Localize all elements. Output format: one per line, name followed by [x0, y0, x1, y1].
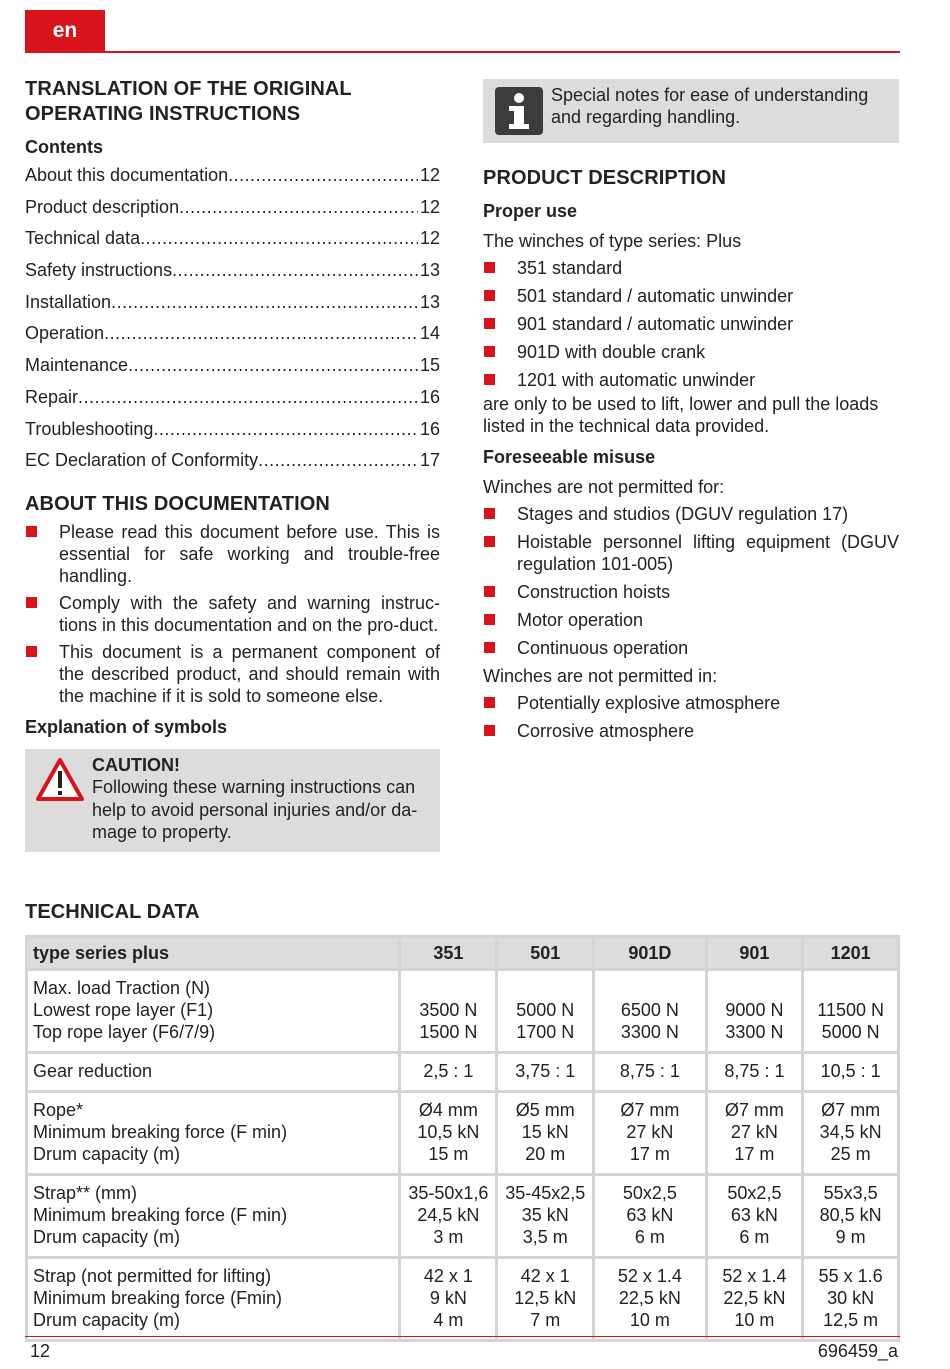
not-permitted-in: Winches are not permitted in:	[483, 666, 718, 686]
cell-value: 3,75 : 1	[515, 1061, 576, 1081]
caution-title: CAUTION!	[92, 754, 180, 775]
toc-entry	[25, 165, 440, 197]
cell-value: 42 x 1	[423, 1266, 473, 1286]
table-header-model: 901	[706, 937, 803, 970]
cell-value: 50x2,5	[727, 1183, 782, 1203]
table-row	[27, 1053, 899, 1092]
info-text: Special notes for ease of understanding and regarding handling.	[551, 85, 869, 127]
about-bullets	[25, 521, 440, 707]
winch-type-list	[483, 257, 899, 391]
toc-leader	[172, 260, 418, 281]
toc-page: 12	[419, 165, 440, 185]
cell-value: 3,5 m	[522, 1227, 568, 1247]
product-heading: PRODUCT DESCRIPTION	[483, 167, 727, 189]
cell-value: 35-50x1,6	[408, 1183, 489, 1203]
cell-value: 12,5 m	[823, 1310, 879, 1330]
cell-value: 6 m	[739, 1227, 770, 1247]
cell-value: 9 m	[835, 1227, 866, 1247]
cell-value: 55 x 1.6	[818, 1266, 883, 1286]
row-label-line: Minimum breaking force (Fmin)	[33, 1288, 283, 1308]
toc-entry	[25, 228, 440, 260]
cell-value: 4 m	[433, 1310, 464, 1330]
caution-text: Following these warning instructions can help to avoid personal injuries and/or da-mage to property.	[92, 777, 418, 843]
table-cell	[400, 1175, 497, 1258]
bullet-item: Stages and studios (DGUV regulation 17)	[483, 503, 899, 525]
cell-value: 35-45x2,5	[505, 1183, 586, 1203]
bullet-item: Hoistable personnel lifting equipment (DGUV regulation 101-005)	[483, 531, 899, 575]
cell-value: 17 m	[629, 1144, 670, 1164]
misuse-heading: Foreseeable misuse	[483, 447, 656, 467]
cell-value: 20 m	[525, 1144, 566, 1164]
title-line-1: TRANSLATION OF THE ORIGINAL	[25, 78, 352, 100]
table-cell	[706, 1175, 803, 1258]
warning-triangle-icon	[35, 757, 85, 803]
bullet-item: Comply with the safety and warning instruc-tions in this documentation and on the pro-duct.	[25, 592, 440, 636]
cell-value: 3300 N	[620, 1022, 679, 1042]
cell-value: 52 x 1.4	[617, 1266, 682, 1286]
title-line-2: OPERATING INSTRUCTIONS	[25, 103, 301, 125]
bullet-item: Corrosive atmosphere	[483, 720, 899, 742]
bullet-item: Please read this document before use. This is essential for safe working and trouble-free handling.	[25, 521, 440, 587]
cell-value: 15 m	[428, 1144, 469, 1164]
toc-page: 16	[419, 418, 440, 439]
cell-value: 6 m	[634, 1227, 665, 1247]
document-id: 696459_a	[817, 1341, 898, 1361]
cell-value: Ø5 mm	[515, 1100, 575, 1120]
cell-value: 1500 N	[419, 1022, 478, 1042]
toc-label: Technical data	[25, 228, 141, 249]
cell-value: 15 kN	[521, 1122, 569, 1142]
toc-page: 12	[419, 228, 440, 249]
cell-value: 35 kN	[521, 1205, 569, 1225]
table-cell	[497, 970, 594, 1053]
left-column	[25, 77, 440, 852]
cell-value: 8,75 : 1	[619, 1061, 680, 1081]
bullet-item: Potentially explosive atmosphere	[483, 692, 899, 714]
cell-value: 3500 N	[419, 1000, 478, 1020]
toc-label: Maintenance	[25, 355, 129, 376]
row-label	[27, 1053, 400, 1092]
row-label	[27, 1092, 400, 1175]
toc-page: 12	[419, 196, 440, 217]
table-cell	[400, 1258, 497, 1341]
cell-value: 9 kN	[429, 1288, 467, 1308]
row-label-line: Strap** (mm)	[33, 1183, 138, 1203]
table-row	[27, 970, 899, 1053]
cell-value: 10,5 : 1	[820, 1061, 881, 1081]
caution-box	[25, 749, 440, 852]
table-cell	[497, 1258, 594, 1341]
info-icon	[495, 87, 543, 135]
cell-value: 30 kN	[827, 1288, 875, 1308]
info-box	[483, 79, 899, 143]
toc-leader	[140, 228, 418, 249]
bullet-item: Construction hoists	[483, 581, 899, 603]
table-cell	[400, 1092, 497, 1175]
toc-label: Product description	[25, 196, 180, 217]
toc-label: Safety instructions	[25, 260, 173, 281]
bullet-item: 1201 with automatic unwinder	[483, 369, 899, 391]
row-label-line: Minimum breaking force (F min)	[33, 1122, 288, 1142]
cell-value: 22,5 kN	[618, 1288, 681, 1308]
table-of-contents	[25, 165, 440, 482]
row-label	[27, 1258, 400, 1341]
bullet-item: 501 standard / automatic unwinder	[483, 285, 899, 307]
table-cell	[803, 1175, 899, 1258]
toc-label: Troubleshooting	[25, 418, 154, 439]
cell-value: 10 m	[734, 1310, 775, 1330]
table-row	[27, 1175, 899, 1258]
row-label-line: Drum capacity (m)	[33, 1227, 181, 1247]
toc-page: 13	[419, 291, 440, 312]
not-permitted-for: Winches are not permitted for:	[483, 477, 725, 497]
toc-page: 16	[419, 386, 440, 407]
table-header-row	[27, 937, 899, 970]
row-label-line: Max. load Traction (N)	[33, 978, 211, 998]
cell-value: 22,5 kN	[723, 1288, 786, 1308]
toc-label: Installation	[25, 291, 112, 312]
cell-value: Ø7 mm	[724, 1100, 784, 1120]
row-label	[27, 970, 400, 1053]
winches-intro: The winches of type series: Plus	[483, 231, 742, 251]
table-header-model: 501	[497, 937, 594, 970]
cell-value: 5000 N	[516, 1000, 575, 1020]
table-cell	[497, 1092, 594, 1175]
toc-page: 15	[419, 355, 440, 376]
footer-rule	[25, 1336, 900, 1337]
bullet-item: 901 standard / automatic unwinder	[483, 313, 899, 335]
cell-value: 42 x 1	[520, 1266, 570, 1286]
cell-value: 7 m	[530, 1310, 561, 1330]
toc-label: EC Declaration of Conformity	[25, 450, 259, 471]
table-row	[27, 1258, 899, 1341]
header-rule	[25, 51, 900, 53]
cell-value: 27 kN	[730, 1122, 778, 1142]
table-cell	[400, 1053, 497, 1092]
table-cell	[594, 970, 706, 1053]
toc-entry	[25, 450, 440, 482]
toc-leader	[104, 323, 418, 344]
toc-entry	[25, 197, 440, 229]
row-label-line: Drum capacity (m)	[33, 1144, 181, 1164]
cell-value: 1700 N	[516, 1022, 575, 1042]
cell-value: 9000 N	[725, 1000, 784, 1020]
cell-value: 50x2,5	[622, 1183, 677, 1203]
table-cell	[803, 1092, 899, 1175]
table-cell	[803, 970, 899, 1053]
cell-value: 17 m	[734, 1144, 775, 1164]
toc-page: 14	[419, 323, 440, 344]
cell-value: 8,75 : 1	[724, 1061, 785, 1081]
table-cell	[497, 1175, 594, 1258]
cell-value: 55x3,5	[823, 1183, 878, 1203]
toc-entry	[25, 260, 440, 292]
cell-value: 10,5 kN	[417, 1122, 480, 1142]
toc-label: Operation	[25, 323, 105, 344]
cell-value: 2,5 : 1	[423, 1061, 474, 1081]
table-cell	[706, 1258, 803, 1341]
row-label-line: Drum capacity (m)	[33, 1310, 181, 1330]
table-cell	[497, 1053, 594, 1092]
row-label-line: Minimum breaking force (F min)	[33, 1205, 288, 1225]
table-cell	[594, 1175, 706, 1258]
toc-leader	[128, 355, 418, 376]
cell-value: 10 m	[629, 1310, 670, 1330]
proper-use-heading: Proper use	[483, 201, 578, 221]
table-cell	[594, 1053, 706, 1092]
toc-entry	[25, 387, 440, 419]
row-label-line: Gear reduction	[33, 1061, 153, 1081]
misuse-in-list	[483, 692, 899, 742]
cell-value: 34,5 kN	[819, 1122, 882, 1142]
table-header-model: 901D	[594, 937, 706, 970]
row-label-line: Rope*	[33, 1100, 84, 1120]
row-label-line: Strap (not permitted for lifting)	[33, 1266, 272, 1286]
bullet-item: Continuous operation	[483, 637, 899, 659]
cell-value: 80,5 kN	[819, 1205, 882, 1225]
table-cell	[594, 1092, 706, 1175]
cell-value: 12,5 kN	[514, 1288, 577, 1308]
toc-leader	[228, 165, 418, 186]
toc-label: Repair	[25, 386, 79, 407]
cell-value: 3 m	[433, 1227, 464, 1247]
misuse-for-list	[483, 503, 899, 659]
cell-value: Ø7 mm	[620, 1100, 680, 1120]
cell-value: Ø7 mm	[821, 1100, 881, 1120]
table-cell	[594, 1258, 706, 1341]
toc-entry	[25, 355, 440, 387]
cell-value: 52 x 1.4	[722, 1266, 787, 1286]
cell-value: Ø4 mm	[418, 1100, 478, 1120]
symbols-heading: Explanation of symbols	[25, 716, 228, 737]
cell-value: 25 m	[830, 1144, 871, 1164]
table-cell	[803, 1258, 899, 1341]
toc-leader	[258, 450, 418, 471]
table-header-model: 1201	[803, 937, 899, 970]
bullet-item: Motor operation	[483, 609, 899, 631]
proper-use-text: are only to be used to lift, lower and pull the loads listed in the technical data provided.	[483, 394, 879, 436]
table-cell	[400, 970, 497, 1053]
toc-entry	[25, 323, 440, 355]
table-cell	[803, 1053, 899, 1092]
cell-value: 27 kN	[626, 1122, 674, 1142]
about-heading: ABOUT THIS DOCUMENTATION	[25, 492, 330, 515]
toc-leader	[179, 197, 418, 218]
toc-entry	[25, 419, 440, 451]
cell-value: 11500 N	[817, 1000, 884, 1020]
toc-page: 13	[419, 260, 440, 281]
toc-leader	[153, 419, 418, 440]
table-header-label: type series plus	[27, 937, 400, 970]
language-tab: en	[25, 10, 105, 52]
table-row	[27, 1092, 899, 1175]
technical-data-heading: TECHNICAL DATA	[25, 901, 200, 923]
bullet-item: 351 standard	[483, 257, 899, 279]
row-label-line: Top rope layer (F6/7/9)	[33, 1022, 216, 1042]
toc-label: About this documentation	[25, 165, 229, 185]
cell-value: 5000 N	[821, 1022, 880, 1042]
cell-value: 6500 N	[620, 1000, 679, 1020]
table-header-model: 351	[400, 937, 497, 970]
technical-data-table	[25, 935, 900, 1342]
bullet-item: This document is a permanent component of the described product, and should remain with the machine if it is sold to someone else.	[25, 641, 440, 707]
cell-value: 63 kN	[730, 1205, 778, 1225]
toc-leader	[78, 387, 418, 408]
toc-page: 17	[419, 450, 440, 471]
cell-value: 63 kN	[626, 1205, 674, 1225]
table-cell	[706, 1053, 803, 1092]
table-cell	[706, 970, 803, 1053]
cell-value: 3300 N	[725, 1022, 784, 1042]
table-cell	[706, 1092, 803, 1175]
contents-heading: Contents	[25, 137, 103, 157]
toc-entry	[25, 292, 440, 324]
right-column	[483, 79, 899, 742]
bullet-item: 901D with double crank	[483, 341, 899, 363]
page-number: 12	[30, 1341, 51, 1361]
cell-value: 24,5 kN	[417, 1205, 480, 1225]
row-label	[27, 1175, 400, 1258]
page-title	[25, 77, 440, 127]
row-label-line: Lowest rope layer (F1)	[33, 1000, 214, 1020]
toc-leader	[111, 292, 418, 313]
